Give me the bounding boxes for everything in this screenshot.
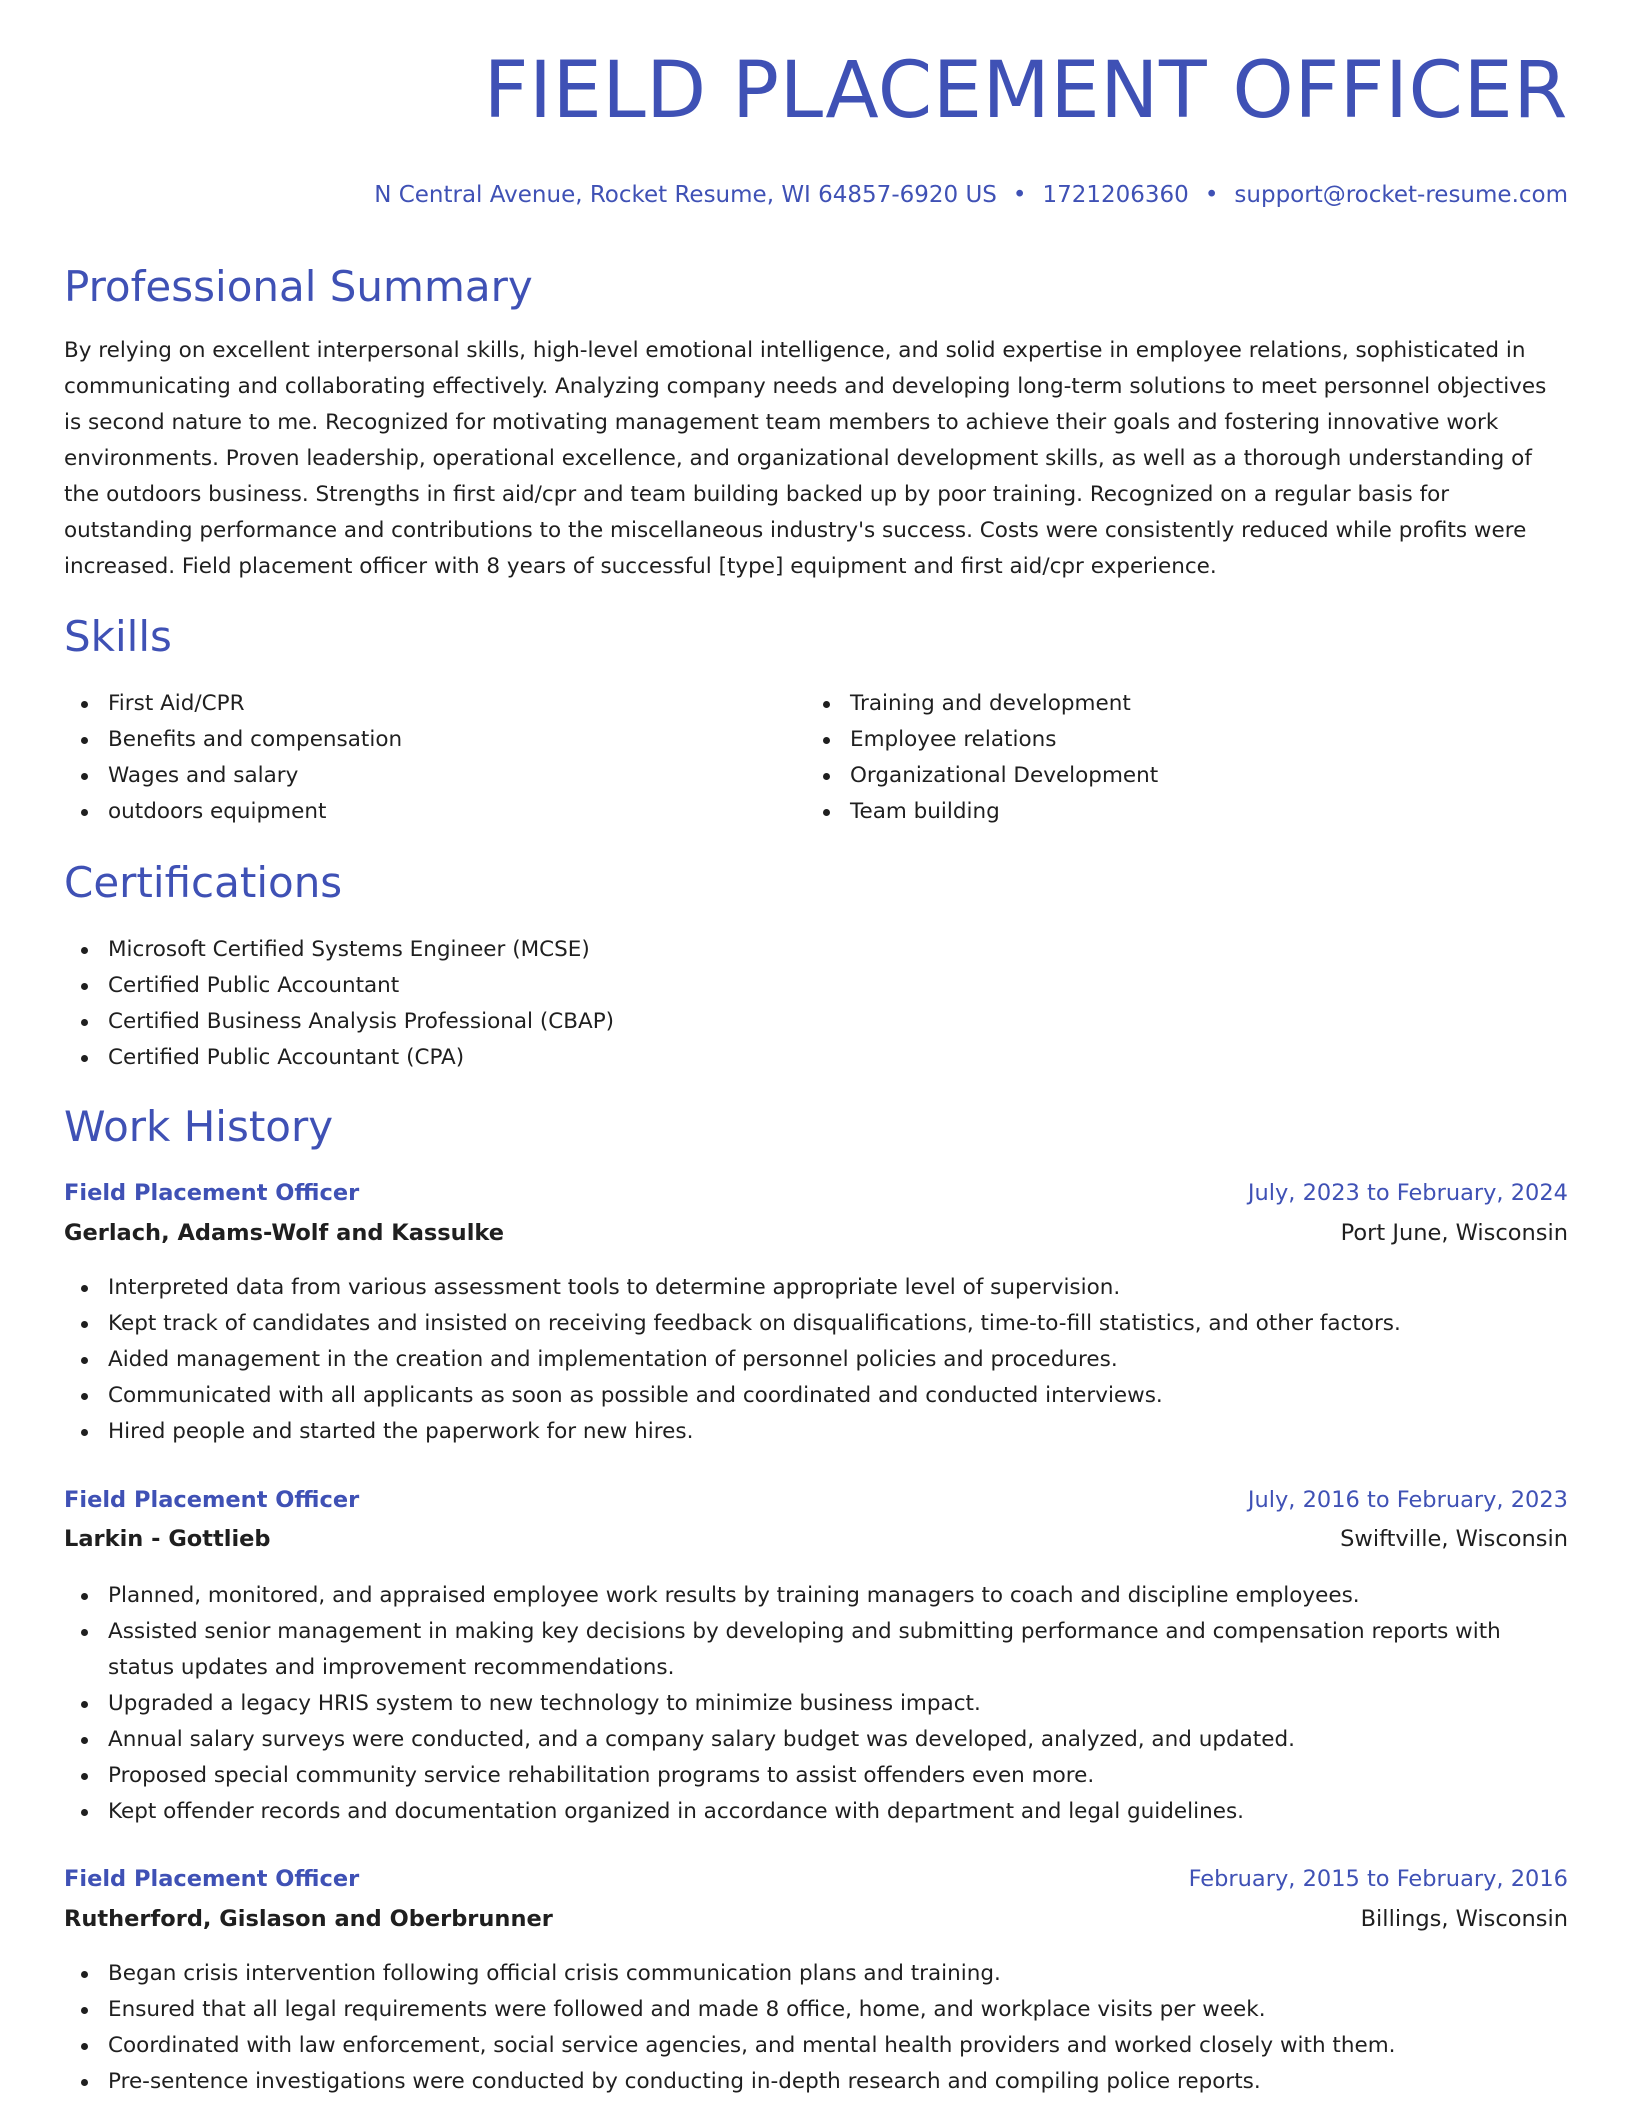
list-item: Microsoft Certified Systems Engineer (MCSE) <box>64 932 614 968</box>
list-item: Coordinated with law enforcement, social service agencies, and mental health providers and worked closely with them. <box>64 2028 1395 2064</box>
list-item: Interpreted data from various assessment tools to determine appropriate level of supervision. <box>64 1270 1401 1306</box>
separator: • <box>1012 182 1027 208</box>
skills-list-right <box>806 686 1158 830</box>
list-item: Organizational Development <box>806 758 1158 794</box>
job-dates: February, 2015 to February, 2016 <box>1188 1866 1568 1892</box>
list-item: Communicated with all applicants as soon as possible and coordinated and conducted interviews. <box>64 1378 1401 1414</box>
phone: 1721206360 <box>1042 182 1189 208</box>
email-link[interactable]: support@rocket-resume.com <box>1234 182 1568 208</box>
certifications-heading: Certifications <box>64 858 343 907</box>
address: N Central Avenue, Rocket Resume, WI 64857-6920 US <box>374 182 997 208</box>
job-dates: July, 2023 to February, 2024 <box>1247 1180 1568 1206</box>
list-item: Pre-sentence investigations were conducted by conducting in-depth research and compiling police reports. <box>64 2064 1395 2100</box>
job-bullets <box>64 1956 1395 2100</box>
list-item: Upgraded a legacy HRIS system to new technology to minimize business impact. <box>64 1686 1568 1722</box>
list-item: Kept offender records and documentation organized in accordance with department and legal guidelines. <box>64 1794 1568 1830</box>
list-item: Certified Public Accountant (CPA) <box>64 1040 614 1076</box>
summary-text: By relying on excellent interpersonal skills, high-level emotional intelligence, and solid expertise in employee relations, sophisticated in communicating and collaborating effectively. Analyzing company needs and developing long-term solutions to meet personnel objectives is second nature to me. Recognized for motivating management team members to achieve their goals and fostering innovative work environments. Proven leadership, operational excellence, and organizational development skills, as well as a thorough understanding of the outdoors business. Strengths in first aid/cpr and team building backed up by poor training. Recognized on a regular basis for outstanding performance and contributions to the miscellaneous industry's success. Costs were consistently reduced while profits were increased. Field placement officer with 8 years of successful [type] equipment and first aid/cpr experience. <box>64 338 1547 579</box>
skills-list-left <box>64 686 402 830</box>
list-item: Employee relations <box>806 722 1158 758</box>
list-item: Assisted senior management in making key decisions by developing and submitting performance and compensation reports with status updates and improvement recommendations. <box>64 1614 1568 1686</box>
list-item: Wages and salary <box>64 758 402 794</box>
list-item: outdoors equipment <box>64 794 402 830</box>
list-item: Training and development <box>806 686 1158 722</box>
job-location: Billings, Wisconsin <box>1360 1906 1568 1932</box>
work-history-heading: Work History <box>64 1102 334 1151</box>
skills-heading: Skills <box>64 612 172 661</box>
job-location: Port June, Wisconsin <box>1340 1220 1568 1246</box>
separator: • <box>1204 182 1219 208</box>
job-bullets <box>64 1578 1568 1830</box>
contact-line <box>374 182 1568 210</box>
list-item: Certified Public Accountant <box>64 968 614 1004</box>
list-item: Benefits and compensation <box>64 722 402 758</box>
job-company: Larkin - Gottlieb <box>64 1526 271 1552</box>
list-item: Aided management in the creation and implementation of personnel policies and procedures. <box>64 1342 1401 1378</box>
list-item: Kept track of candidates and insisted on receiving feedback on disqualifications, time-to-fill statistics, and other factors. <box>64 1306 1401 1342</box>
list-item: Planned, monitored, and appraised employee work results by training managers to coach and discipline employees. <box>64 1578 1568 1614</box>
certifications-list <box>64 932 614 1076</box>
list-item: Certified Business Analysis Professional (CBAP) <box>64 1004 614 1040</box>
list-item: Proposed special community service rehabilitation programs to assist offenders even more. <box>64 1758 1568 1794</box>
list-item: First Aid/CPR <box>64 686 402 722</box>
candidate-name: FIELD PLACEMENT OFFICER <box>483 46 1568 136</box>
job-company: Rutherford, Gislason and Oberbrunner <box>64 1906 553 1932</box>
list-item: Hired people and started the paperwork for new hires. <box>64 1414 1401 1450</box>
list-item: Began crisis intervention following official crisis communication plans and training. <box>64 1956 1395 1992</box>
job-dates: July, 2016 to February, 2023 <box>1247 1487 1568 1513</box>
job-title: Field Placement Officer <box>64 1487 360 1513</box>
job-company: Gerlach, Adams-Wolf and Kassulke <box>64 1220 505 1246</box>
summary-heading: Professional Summary <box>64 262 533 311</box>
job-title: Field Placement Officer <box>64 1180 360 1206</box>
job-title: Field Placement Officer <box>64 1866 360 1892</box>
list-item: Team building <box>806 794 1158 830</box>
job-location: Swiftville, Wisconsin <box>1340 1526 1568 1552</box>
job-bullets <box>64 1270 1401 1450</box>
list-item: Annual salary surveys were conducted, and a company salary budget was developed, analyzed, and updated. <box>64 1722 1568 1758</box>
list-item: Ensured that all legal requirements were followed and made 8 office, home, and workplace visits per week. <box>64 1992 1395 2028</box>
